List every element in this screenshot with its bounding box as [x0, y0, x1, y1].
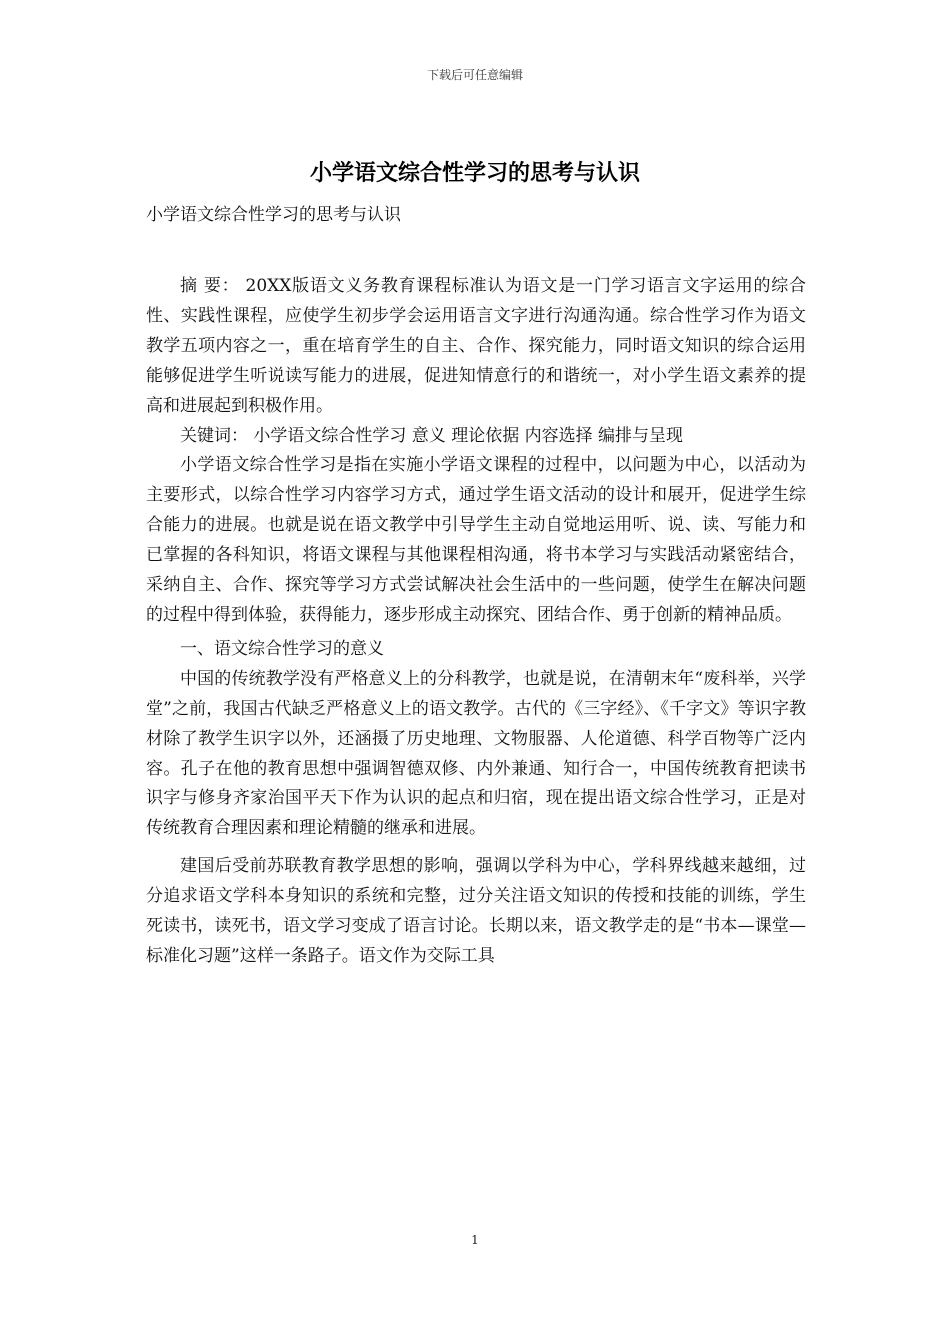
body-paragraph: 中国的传统教学没有严格意义上的分科教学，也就是说，在清朝末年“废科举，兴学堂”之前，我国古代缺乏严格意义上的语文教学。古代的《三字经》、《千字文》等识字教材除了教学生识字以外，还涵摄了历史地理、文物服器、人伦道德、科学百物等广泛内容。孔子在他的教育思想中强调智德双修、内外兼通、知行合一，中国传统教育把读书识字与修身齐家治国平天下作为认识的起点和归宿，现在提出语文综合性学习，正是对传统教育合理因素和理论精髓的继承和进展。	[146, 668, 806, 839]
body-paragraph: 建国后受前苏联教育教学思想的影响，强调以学科为中心，学科界线越来越细，过分追求语文学科本身知识的系统和完整，过分关注语文知识的传授和技能的训练，学生死读书，读死书，语文学习变成了语言讨论。长期以来，语文教学走的是“书本—课堂—标准化习题”这样一条路子。语文作为交际工具	[146, 856, 806, 966]
document-body	[146, 272, 806, 972]
section-heading: 一、语文综合性学习的意义	[180, 638, 384, 659]
intro-paragraph: 小学语文综合性学习是指在实施小学语文课程的过程中，以问题为中心，以活动为主要形式，以综合性学习内容学习方式，通过学生语文活动的设计和展开，促进学生综合能力的进展。也就是说在语文教学中引导学生主动自觉地运用听、说、读、写能力和已掌握的各科知识，将语文课程与其他课程相沟通，将书本学习与实践活动紧密结合，采纳自主、合作、探究等学习方式尝试解决社会生活中的一些问题，使学生在解决问题的过程中得到体验，获得能力，逐步形成主动探究、团结合作、勇于创新的精神品质。	[146, 455, 806, 625]
page-header: 下载后可任意编辑	[426, 68, 523, 82]
abstract-paragraph: 摘 要： 20XX版语文义务教育课程标准认为语文是一门学习语言文字运用的综合性、实践性课程，应使学生初步学会运用语言文字进行沟通沟通。综合性学习作为语文教学五项内容之一，重在培育学生的自主、合作、探究能力，同时语文知识的综合运用能够促进学生听说读写能力的进展，促进知情意行的和谐统一，对小学生语文素养的提高和进展起到积极作用。	[146, 276, 806, 416]
keywords-paragraph: 关键词： 小学语文综合性学习 意义 理论依据 内容选择 编排与呈现	[180, 425, 684, 446]
page-number: 1	[471, 1233, 479, 1247]
document-title: 小学语文综合性学习的思考与认识	[309, 161, 640, 186]
document-subtitle: 小学语文综合性学习的思考与认识	[146, 205, 401, 225]
